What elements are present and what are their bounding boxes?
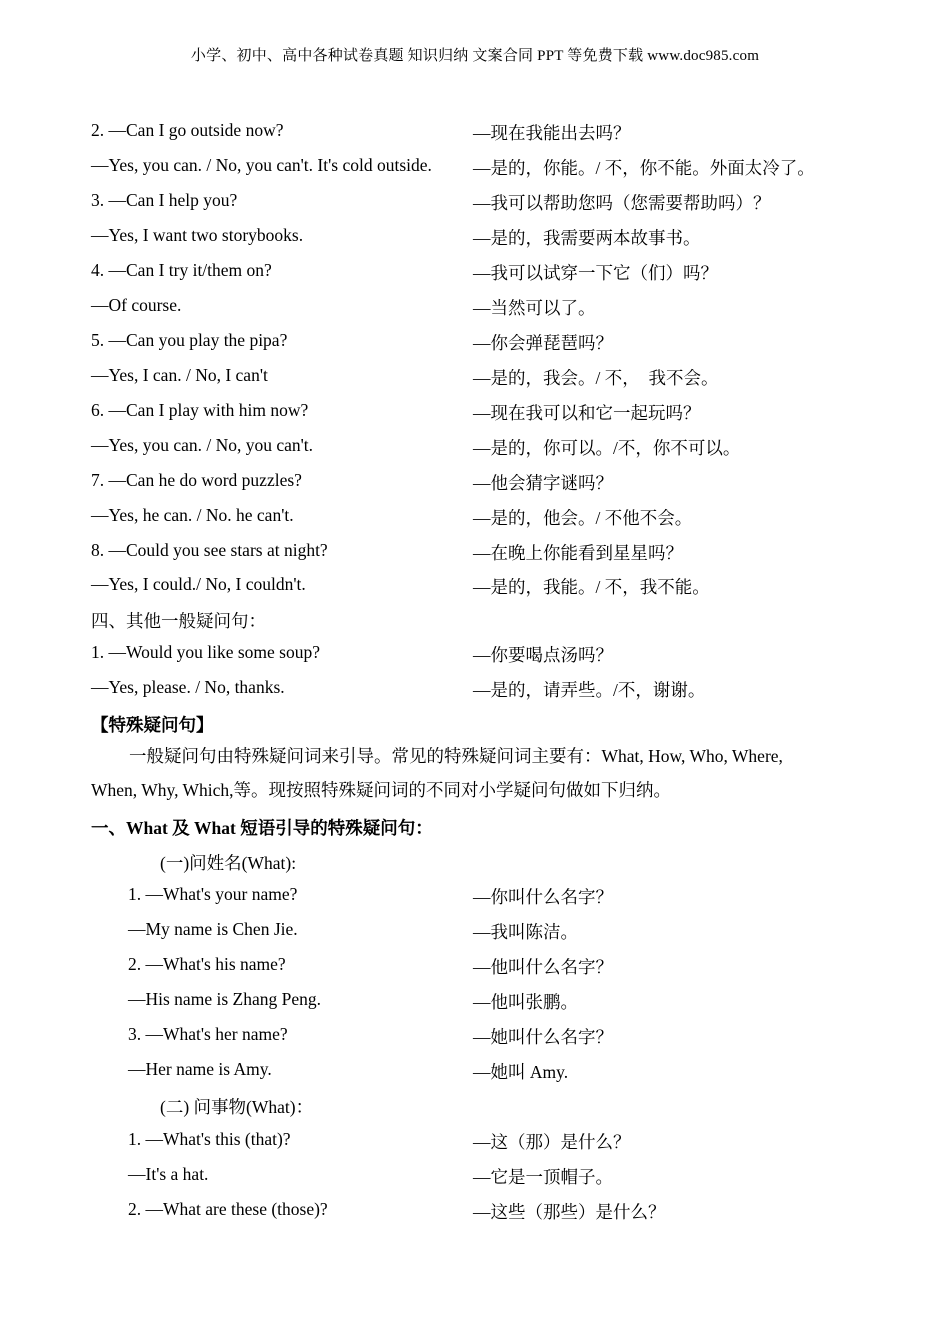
english-text: 1. —What's this (that)?	[128, 1129, 291, 1149]
chinese-text: —是的，我会。/ 不， 我不会。	[473, 368, 719, 388]
english-text: —It's a hat.	[128, 1164, 209, 1184]
chinese-text: —是的，他会。/ 不他不会。	[473, 508, 693, 528]
english-text: —Of course.	[91, 295, 182, 315]
english-text: —Yes, you can. / No, you can't.	[91, 435, 314, 455]
english-text: 2. —Can I go outside now?	[91, 120, 284, 140]
qa-row	[91, 155, 871, 181]
qa-row	[91, 677, 871, 703]
qa-row	[91, 330, 871, 356]
qa-row	[128, 884, 868, 910]
chinese-text: —是的，你能。/ 不，你不能。外面太冷了。	[473, 158, 815, 178]
english-text: —Yes, I can. / No, I can't	[91, 365, 268, 385]
chinese-text: —当然可以了。	[473, 298, 596, 318]
qa-row	[128, 989, 868, 1015]
qa-row	[91, 225, 871, 251]
qa-row	[91, 365, 871, 391]
qa-row	[91, 505, 871, 531]
chinese-text: —它是一顶帽子。	[473, 1167, 613, 1187]
english-text: 8. —Could you see stars at night?	[91, 540, 328, 560]
english-text: —Yes, he can. / No. he can't.	[91, 505, 294, 525]
subsection-heading: (一)问姓名(What):	[160, 853, 297, 873]
qa-row	[128, 1129, 868, 1155]
qa-row	[91, 260, 871, 286]
chinese-text: —这（那）是什么？	[473, 1132, 631, 1152]
chinese-text: —是的，请弄些。/不，谢谢。	[473, 680, 706, 700]
english-text: —Yes, I could./ No, I couldn't.	[91, 574, 306, 594]
qa-row	[128, 1059, 868, 1085]
qa-row	[128, 1024, 868, 1050]
english-text: 3. —What's her name?	[128, 1024, 288, 1044]
chinese-text: —这些（那些）是什么？	[473, 1202, 666, 1222]
qa-row	[128, 1164, 868, 1190]
chinese-text: —我可以帮助您吗（您需要帮助吗）？	[473, 193, 771, 213]
qa-row	[91, 470, 871, 496]
english-text: —His name is Zhang Peng.	[128, 989, 321, 1009]
qa-row	[91, 400, 871, 426]
qa-row	[128, 919, 868, 945]
english-text: 1. —Would you like some soup?	[91, 642, 320, 662]
chinese-text: —在晚上你能看到星星吗？	[473, 543, 683, 563]
chinese-text: —是的，我需要两本故事书。	[473, 228, 701, 248]
english-text: 4. —Can I try it/them on?	[91, 260, 272, 280]
intro-line-2: When, Why, Which,等。现按照特殊疑问词的不同对小学疑问句做如下归纳。	[91, 780, 672, 800]
english-text: 2. —What are these (those)?	[128, 1199, 328, 1219]
intro-line-1: 一般疑问句由特殊疑问词来引导。常见的特殊疑问词主要有：What, How, Who, Where,	[129, 746, 783, 766]
chinese-text: —现在我可以和它一起玩吗？	[473, 403, 701, 423]
qa-row	[91, 435, 871, 461]
section-heading: 四、其他一般疑问句：	[91, 611, 266, 631]
chinese-text: —我可以试穿一下它（们）吗？	[473, 263, 718, 283]
qa-row	[91, 295, 871, 321]
qa-row	[128, 954, 868, 980]
chinese-text: —她叫 Amy.	[473, 1062, 569, 1082]
chinese-text: —他会猜字谜吗？	[473, 473, 613, 493]
english-text: 6. —Can I play with him now?	[91, 400, 309, 420]
subsection-heading: (二) 问事物(What)：	[160, 1097, 314, 1117]
chinese-text: —现在我能出去吗？	[473, 123, 631, 143]
english-text: 3. —Can I help you?	[91, 190, 238, 210]
english-text: —My name is Chen Jie.	[128, 919, 298, 939]
qa-row	[91, 574, 871, 600]
chinese-text: —是的，我能。/ 不，我不能。	[473, 577, 710, 597]
chinese-text: —他叫张鹏。	[473, 992, 578, 1012]
page-header: 小学、初中、高中各种试卷真题 知识归纳 文案合同 PPT 等免费下载 www.doc985.com	[190, 48, 760, 64]
chinese-text: —我叫陈洁。	[473, 922, 578, 942]
section-heading: 一、What 及 What 短语引导的特殊疑问句：	[91, 818, 433, 838]
english-text: —Yes, I want two storybooks.	[91, 225, 304, 245]
english-text: 5. —Can you play the pipa?	[91, 330, 288, 350]
special-question-heading: 【特殊疑问句】	[91, 715, 214, 735]
chinese-text: —你叫什么名字？	[473, 887, 613, 907]
qa-row	[91, 642, 871, 668]
chinese-text: —他叫什么名字？	[473, 957, 613, 977]
english-text: —Yes, you can. / No, you can't. It's cold outside.	[91, 155, 432, 175]
intro-paragraph	[91, 739, 849, 807]
chinese-text: —是的，你可以。/不，你不可以。	[473, 438, 741, 458]
english-text: 1. —What's your name?	[128, 884, 298, 904]
english-text: —Yes, please. / No, thanks.	[91, 677, 285, 697]
qa-row	[91, 120, 871, 146]
chinese-text: —她叫什么名字？	[473, 1027, 613, 1047]
chinese-text: —你要喝点汤吗？	[473, 645, 613, 665]
english-text: 7. —Can he do word puzzles?	[91, 470, 302, 490]
chinese-text: —你会弹琵琶吗？	[473, 333, 613, 353]
qa-row	[128, 1199, 868, 1225]
english-text: 2. —What's his name?	[128, 954, 286, 974]
english-text: —Her name is Amy.	[128, 1059, 272, 1079]
qa-row	[91, 190, 871, 216]
qa-row	[91, 540, 871, 566]
